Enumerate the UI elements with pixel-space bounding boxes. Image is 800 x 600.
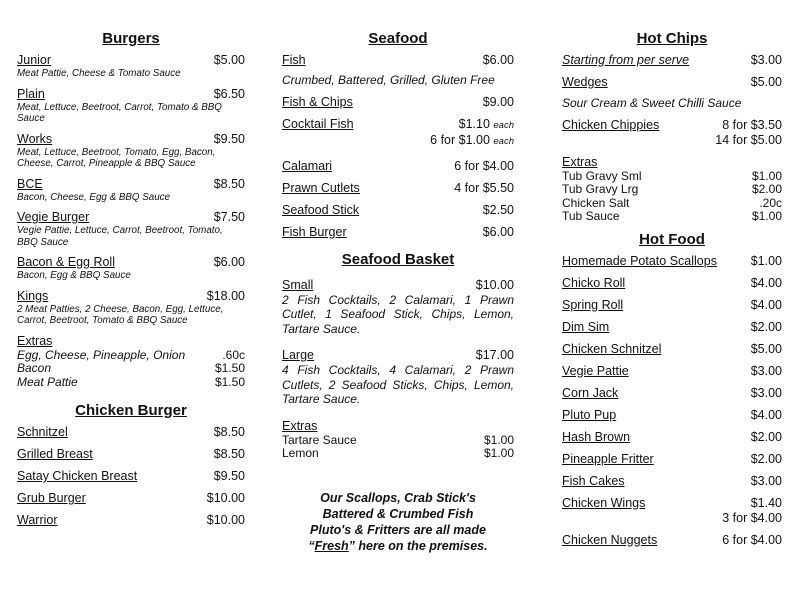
note-line: Pluto's & Fritters are all made: [310, 522, 486, 537]
item-price: $2.00: [750, 451, 782, 466]
menu-item-warrior: [17, 513, 245, 528]
menu-item-chicken-nuggets: [562, 533, 782, 548]
extra-name: Tub Gravy Sml: [562, 168, 642, 183]
item-price: $4.00: [750, 275, 782, 290]
menu-item-chicken-schnitzel: [562, 342, 782, 357]
item-description: Vegie Pattie, Lettuce, Carrot, Beetroot, Tomato, BBQ Sauce: [17, 225, 223, 248]
menu-item-bacon-egg-roll: [17, 255, 245, 282]
extra-price: $1.00: [751, 209, 782, 223]
menu-item-grilled-breast: [17, 447, 245, 462]
note-line: Battered & Crumbed Fish: [322, 506, 474, 521]
extra-name: Meat Pattie: [17, 374, 78, 389]
item-price: $18.00: [206, 288, 245, 303]
menu-item-spring-roll: [562, 298, 782, 313]
extra-name: Tub Sauce: [562, 209, 620, 223]
item-price: $2.00: [750, 429, 782, 444]
item-name: Pluto Pup: [562, 407, 617, 422]
item-name: Spring Roll: [562, 297, 624, 312]
menu-item-junior: [17, 53, 245, 80]
item-name: Small: [282, 277, 314, 292]
seafood-column: [282, 30, 514, 554]
item-name: Warrior: [17, 513, 58, 527]
item-price: $3.00: [750, 473, 782, 488]
burgers-heading: Burgers: [102, 30, 160, 47]
item-name: Kings: [17, 288, 49, 303]
item-price: $6.00: [482, 53, 514, 67]
item-price: $5.00: [750, 341, 782, 356]
item-name: Seafood Stick: [282, 202, 360, 217]
note-line: “Fresh” here on the premises.: [308, 538, 488, 553]
menu-item-kings: [17, 289, 245, 327]
extra-row: [282, 447, 514, 461]
item-description: 2 Meat Patties, 2 Cheese, Bacon, Egg, Lettuce, Carrot, Beetroot, Tomato & BBQ Sauce: [17, 303, 224, 326]
item-price: $2.00: [750, 319, 782, 334]
item-description: 4 Fish Cocktails, 4 Calamari, 2 Prawn Cutlets, 2 Seafood Sticks, Chips, Lemon, Tartare Sauce.: [282, 363, 514, 406]
menu-item-pluto-pup: [562, 408, 782, 423]
item-name: Cocktail Fish: [282, 116, 354, 131]
item-name: Starting from per serve: [562, 53, 690, 67]
extras-title: Extras: [562, 154, 598, 169]
menu-item-pineapple-fritter: [562, 452, 782, 467]
item-price: $2.50: [482, 202, 514, 217]
hot-food-heading: Hot Food: [639, 230, 705, 248]
item-name: Satay Chicken Breast: [17, 469, 138, 483]
hot-chips-column: [562, 30, 782, 555]
extra-price: $2.00: [751, 182, 782, 196]
item-name: Homemade Potato Scallops: [562, 253, 717, 268]
item-price: $3.00: [750, 385, 782, 400]
item-price: $1.10: [458, 116, 490, 131]
menu-item-hash-brown: [562, 430, 782, 445]
item-name: BCE: [17, 176, 43, 191]
item-price: $6.00: [213, 255, 245, 269]
menu-item-potato-scallops: [562, 254, 782, 269]
item-name: Plain: [17, 86, 45, 101]
extra-row: [17, 349, 245, 363]
hot-chips-heading: Hot Chips: [636, 30, 708, 47]
price-unit: each: [493, 119, 514, 131]
extra-row: [562, 197, 782, 211]
item-description: Sour Cream & Sweet Chilli Sauce: [562, 96, 742, 110]
item-price: $8.50: [213, 425, 245, 439]
item-name: Large: [282, 348, 314, 362]
basket-large: [282, 348, 514, 407]
item-price: $10.00: [206, 513, 245, 527]
menu-item-cocktail-fish: [282, 117, 514, 149]
menu-item-prawn-cutlets: [282, 181, 514, 196]
extra-price: .60c: [222, 347, 245, 362]
item-price: $1.40: [750, 495, 782, 510]
item-name: Vegie Pattie: [562, 363, 629, 378]
fresh-word: Fresh: [314, 538, 349, 553]
basket-extras: [282, 419, 514, 461]
item-price: $5.00: [750, 75, 782, 89]
item-name: Chicko Roll: [562, 275, 626, 290]
price-unit: each: [493, 135, 514, 147]
item-price: $9.50: [213, 131, 245, 146]
item-name: Corn Jack: [562, 385, 619, 400]
item-name: Grilled Breast: [17, 447, 93, 461]
item-name: Fish: [282, 53, 306, 67]
basket-small: [282, 278, 514, 337]
item-price: $1.00: [750, 253, 782, 268]
extra-price: $1.50: [214, 374, 245, 389]
extra-price: $1.00: [751, 168, 782, 183]
chicken-burger-heading: Chicken Burger: [75, 402, 187, 419]
burgers-column: [17, 30, 245, 535]
item-name: Bacon & Egg Roll: [17, 255, 115, 269]
note-line: Our Scallops, Crab Stick's: [320, 490, 476, 505]
item-price: 4 for $5.50: [454, 180, 514, 195]
menu-item-per-serve: [562, 53, 782, 68]
menu-item-satay-chicken-breast: [17, 469, 245, 484]
item-name: Hash Brown: [562, 429, 631, 444]
extra-price: .20c: [759, 195, 782, 210]
item-price: $9.00: [482, 94, 514, 109]
item-description: Meat, Lettuce, Beetroot, Tomato, Egg, Bacon, Cheese, Carrot, Pineapple & BBQ Sauce: [17, 146, 216, 169]
menu-item-corn-jack: [562, 386, 782, 401]
menu-item-seafood-stick: [282, 203, 514, 218]
item-description: Crumbed, Battered, Grilled, Gluten Free: [282, 73, 495, 87]
item-price: 8 for $3.50: [722, 117, 782, 132]
extra-price: $1.00: [483, 432, 514, 447]
item-name: Wedges: [562, 75, 608, 89]
menu-item-fish-chips: [282, 95, 514, 110]
item-name: Fish Cakes: [562, 473, 625, 488]
item-name: Schnitzel: [17, 425, 68, 439]
item-price: $8.50: [213, 176, 245, 191]
extra-name: Chicken Salt: [562, 195, 630, 210]
extra-row: [17, 376, 245, 390]
item-name: Vegie Burger: [17, 210, 90, 224]
item-description: Meat, Lettuce, Beetroot, Carrot, Tomato & BBQ Sauce: [17, 101, 222, 124]
extra-row: [282, 434, 514, 448]
item-price: $3.00: [750, 363, 782, 378]
menu-item-fish-burger: [282, 225, 514, 240]
extra-name: Egg, Cheese, Pineapple, Onion: [17, 347, 186, 362]
menu-item-fish-cakes: [562, 474, 782, 489]
extra-row: [562, 210, 782, 224]
item-price: $5.00: [213, 53, 245, 67]
item-name: Junior: [17, 53, 52, 67]
item-name: Chicken Nuggets: [562, 532, 658, 547]
item-description: Meat Pattie, Cheese & Tomato Sauce: [17, 68, 181, 79]
burger-extras: [17, 334, 245, 390]
item-price: 6 for $4.00: [454, 158, 514, 173]
extra-row: [17, 362, 245, 376]
extra-price: $1.50: [214, 361, 245, 375]
chips-extras: [562, 155, 782, 224]
menu-item-vegie-pattie: [562, 364, 782, 379]
item-description: 2 Fish Cocktails, 2 Calamari, 1 Prawn Cutlet, 1 Seafood Stick, Chips, Lemon, Tartare Sauce.: [282, 292, 514, 336]
item-price: $6.00: [482, 224, 514, 239]
menu-item-chicko-roll: [562, 276, 782, 291]
seafood-heading: Seafood: [368, 30, 428, 47]
item-description: Bacon, Egg & BBQ Sauce: [17, 270, 131, 281]
item-name: Calamari: [282, 158, 333, 173]
item-price: $10.00: [206, 491, 245, 505]
item-name: Chicken Schnitzel: [562, 341, 662, 356]
extra-name: Bacon: [17, 361, 52, 375]
item-price: 6 for $4.00: [722, 532, 782, 547]
extra-name: Tartare Sauce: [282, 432, 357, 447]
extra-name: Tub Gravy Lrg: [562, 182, 639, 196]
menu-item-dim-sim: [562, 320, 782, 335]
menu-item-works: [17, 132, 245, 170]
item-price-bulk: 3 for $4.00: [722, 510, 782, 525]
menu-item-chicken-wings: [562, 496, 782, 526]
item-name: Pineapple Fritter: [562, 451, 654, 466]
item-price: $4.00: [750, 407, 782, 422]
item-description: Bacon, Cheese, Egg & BBQ Sauce: [17, 191, 171, 203]
extra-name: Lemon: [282, 446, 319, 460]
item-name: Works: [17, 131, 53, 146]
item-price: $8.50: [213, 447, 245, 461]
item-price: $4.00: [750, 297, 782, 312]
item-price: $17.00: [475, 348, 514, 362]
extras-title: Extras: [282, 418, 318, 433]
menu-item-bce: [17, 177, 245, 204]
item-price: $3.00: [750, 53, 782, 67]
item-name: Dim Sim: [562, 319, 610, 334]
menu-item-schnitzel: [17, 425, 245, 440]
menu-item-chicken-chippies: [562, 118, 782, 148]
menu-item-wedges: [562, 75, 782, 111]
item-price: $10.00: [475, 277, 514, 292]
item-price-bulk: 6 for $1.00: [430, 132, 490, 147]
menu-item-grub-burger: [17, 491, 245, 506]
menu-item-vegie-burger: [17, 210, 245, 248]
item-price-bulk: 14 for $5.00: [715, 132, 782, 147]
item-name: Chicken Chippies: [562, 117, 660, 132]
item-price: $7.50: [213, 210, 245, 224]
fresh-note: [282, 490, 514, 554]
item-name: Grub Burger: [17, 491, 86, 505]
menu-item-fish: [282, 53, 514, 88]
item-price: $6.50: [213, 86, 245, 101]
seafood-basket-heading: Seafood Basket: [341, 250, 455, 268]
item-name: Fish & Chips: [282, 94, 353, 109]
extra-row: [562, 170, 782, 184]
item-name: Prawn Cutlets: [282, 180, 360, 195]
item-price: $9.50: [213, 469, 245, 483]
item-name: Chicken Wings: [562, 495, 646, 510]
extra-row: [562, 183, 782, 197]
menu-item-plain: [17, 87, 245, 125]
extras-title: Extras: [17, 333, 53, 348]
menu-item-calamari: [282, 159, 514, 174]
item-name: Fish Burger: [282, 224, 347, 239]
extra-price: $1.00: [483, 446, 514, 460]
